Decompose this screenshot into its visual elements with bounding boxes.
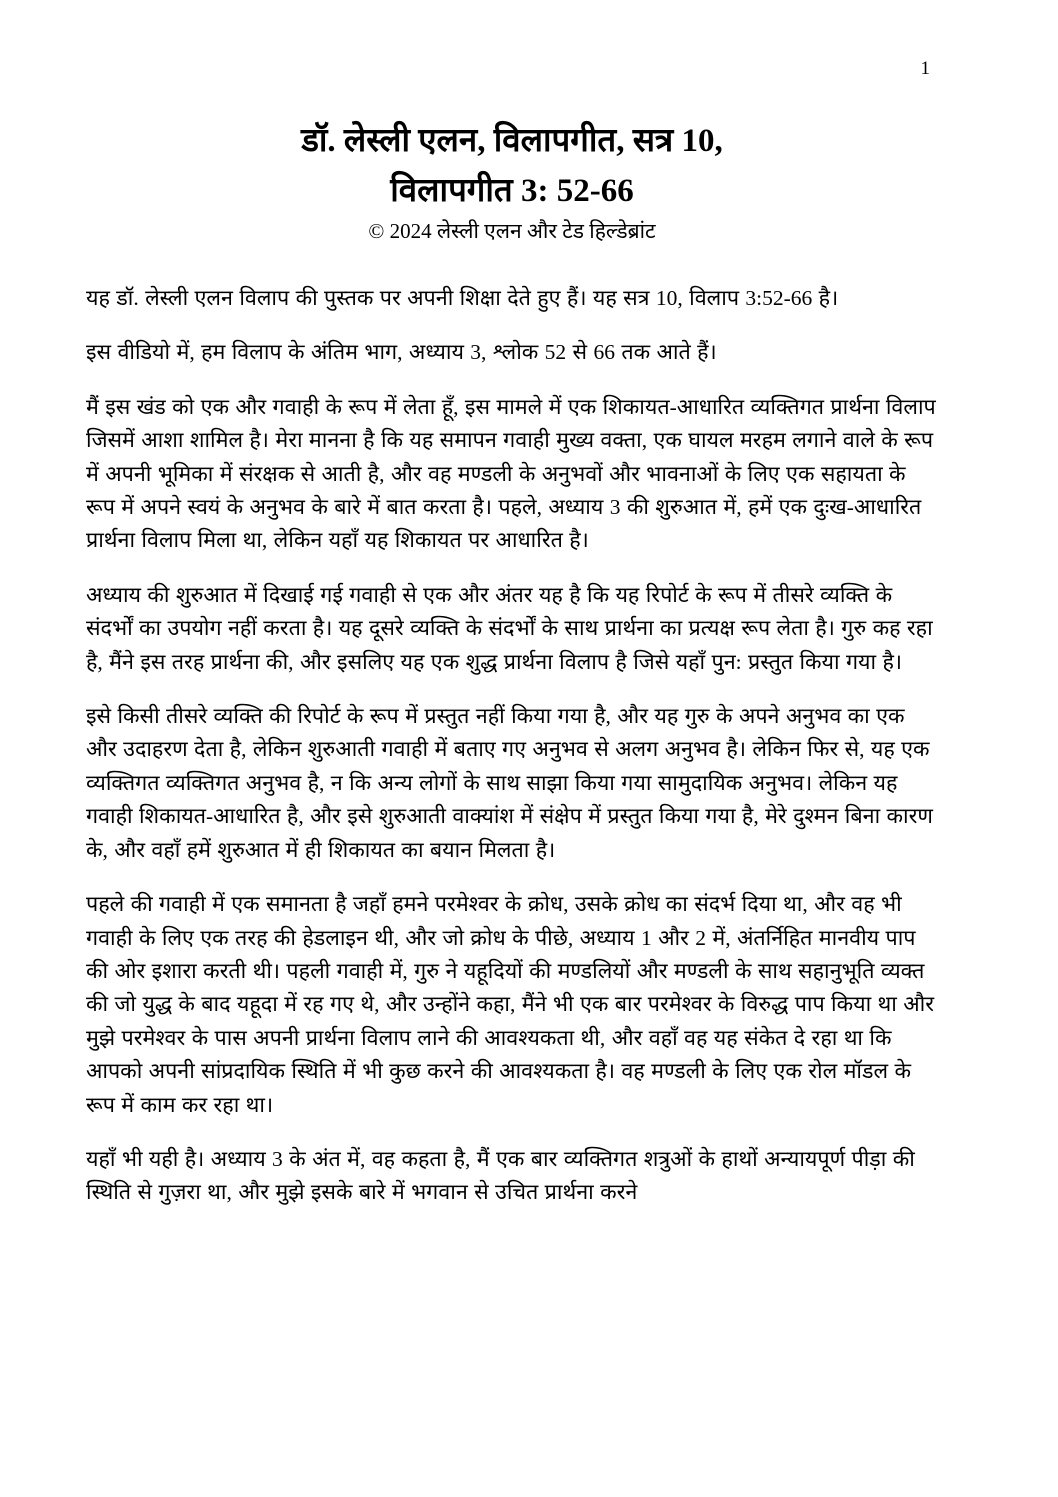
paragraph-4: अध्याय की शुरुआत में दिखाई गई गवाही से एक और अंतर यह है कि यह रिपोर्ट के रूप में तीसरे व्यक्ति के संदर्भों का उपयोग नहीं करता है। यह दूसरे व्यक्ति के संदर्भों के साथ प्रार्थना का प्रत्यक्ष रूप लेता है। गुरु कह रहा है, मैंने इस तरह प्रार्थना की, और इसलिए यह एक शुद्ध प्रार्थना विलाप है जिसे यहाँ पुन: प्रस्तुत किया गया है।	[86, 582, 933, 674]
paragraph-1: यह डॉ. लेस्ली एलन विलाप की पुस्तक पर अपनी शिक्षा देते हुए हैं। यह सत्र 10, विलाप 3:52-66 है।	[86, 286, 839, 310]
title-line-1: डॉ. लेस्ली एलन, विलापगीत, सत्र 10,	[301, 123, 723, 159]
paragraph-5: इसे किसी तीसरे व्यक्ति की रिपोर्ट के रूप में प्रस्तुत नहीं किया गया है, और यह गुरु के अपने अनुभव का एक और उदाहरण देता है, लेकिन शुरुआती गवाही में बताए गए अनुभव से अलग अनुभव है। लेकिन फिर से, यह एक व्यक्तिगत व्यक्तिगत अनुभव है, न कि अन्य लोगों के साथ साझा किया गया सामुदायिक अनुभव। लेकिन यह गवाही शिकायत-आधारित है, और इसे शुरुआती वाक्यांश में संक्षेप में प्रस्तुत किया गया है, मेरे दुश्मन बिना कारण के, और वहाँ हमें शुरुआत में ही शिकायत का बयान मिलता है।	[86, 704, 933, 862]
paragraph-3: मैं इस खंड को एक और गवाही के रूप में लेता हूँ, इस मामले में एक शिकायत-आधारित व्यक्तिगत प्रार्थना विलाप जिसमें आशा शामिल है। मेरा मानना है कि यह समापन गवाही मुख्य वक्ता, एक घायल मरहम लगाने वाले के रूप में अपनी भूमिका में संरक्षक से आती है, और वह मण्डली के अनुभवों और भावनाओं के लिए एक सहायता के रूप में अपने स्वयं के अनुभव के बारे में बात करता है। पहले, अध्याय 3 की शुरुआत में, हमें एक दुःख-आधारित प्रार्थना विलाप मिला था, लेकिन यहाँ यह शिकायत पर आधारित है।	[86, 394, 936, 553]
page-number: 1	[920, 58, 930, 79]
copyright-line: © 2024 लेस्ली एलन और टेड हिल्डेब्रांट	[368, 219, 656, 243]
document-title	[86, 116, 938, 216]
title-line-2: विलापगीत 3: 52-66	[390, 173, 634, 209]
paragraph-6: पहले की गवाही में एक समानता है जहाँ हमने परमेश्वर के क्रोध, उसके क्रोध का संदर्भ दिया था, और वह भी गवाही के लिए एक तरह की हेडलाइन थी, और जो क्रोध के पीछे, अध्याय 1 और 2 में, अंतर्निहित मानवीय पाप की ओर इशारा करती थी। पहली गवाही में, गुरु ने यहूदियों की मण्डलियों और मण्डली के साथ सहानुभूति व्यक्त की जो युद्ध के बाद यहूदा में रह गए थे, और उन्होंने कहा, मैंने भी एक बार परमेश्वर के विरुद्ध पाप किया था और मुझे परमेश्वर के पास अपनी प्रार्थना विलाप लाने की आवश्यकता थी, और वहाँ वह यह संकेत दे रहा था कि आपको अपनी सांप्रदायिक स्थिति में भी कुछ करने की आवश्यकता है। वह मण्डली के लिए एक रोल मॉडल के रूप में काम कर रहा था।	[86, 892, 935, 1117]
paragraph-2: इस वीडियो में, हम विलाप के अंतिम भाग, अध्याय 3, श्लोक 52 से 66 तक आते हैं।	[86, 340, 717, 365]
page-content	[86, 116, 938, 1231]
paragraph-7: यहाँ भी यही है। अध्याय 3 के अंत में, वह कहता है, मैं एक बार व्यक्तिगत शत्रुओं के हाथों अन्यायपूर्ण पीड़ा की स्थिति से गुज़रा था, और मुझे इसके बारे में भगवान से उचित प्रार्थना करने	[86, 1146, 915, 1205]
